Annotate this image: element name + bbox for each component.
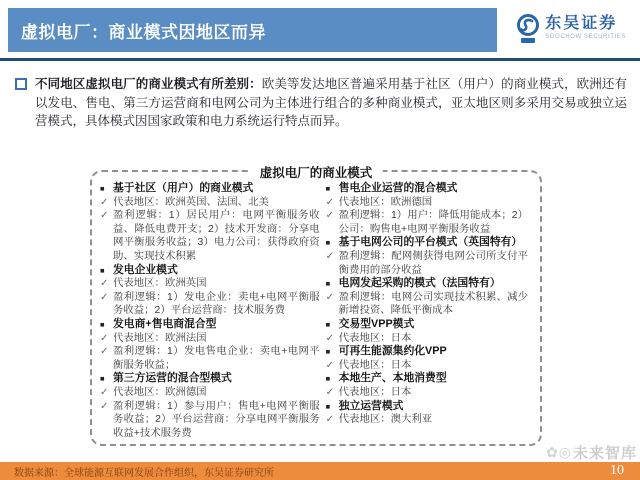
diagram-title: 虚拟电厂的商业模式 bbox=[250, 163, 383, 181]
model-point-text: 代表地区：日本 bbox=[338, 359, 412, 371]
square-marker-icon: ■ bbox=[325, 319, 331, 329]
model-point bbox=[326, 196, 528, 210]
intro-paragraph bbox=[15, 75, 627, 131]
check-icon: ✓ bbox=[100, 332, 109, 344]
model-title-label: 独立运营模式 bbox=[338, 399, 404, 412]
square-marker-icon: ■ bbox=[325, 238, 331, 248]
model-point-text: 盈利逻辑：电网公司实现技术积累、减少新增投资、降低平衡成本 bbox=[338, 291, 528, 317]
diagram-right-column bbox=[326, 182, 534, 440]
model-point bbox=[100, 345, 320, 372]
model-point-text: 代表地区：日本 bbox=[338, 332, 412, 344]
soochow-logo-icon bbox=[516, 13, 540, 43]
logo-ring-icon bbox=[516, 13, 540, 37]
check-icon: ✓ bbox=[100, 291, 109, 303]
model-point bbox=[326, 413, 528, 427]
model-title bbox=[326, 345, 528, 359]
model-point-text: 代表地区：澳大利亚 bbox=[338, 414, 433, 426]
brand-logo bbox=[516, 13, 626, 43]
model-point-text: 代表地区：欧洲英国 bbox=[113, 278, 207, 290]
model-point bbox=[326, 250, 528, 277]
model-point-text: 盈利逻辑：1）发电售电企业：卖电+电网平衡服务收益； bbox=[113, 346, 320, 371]
square-marker-icon: ■ bbox=[100, 265, 105, 275]
check-icon: ✓ bbox=[325, 386, 335, 398]
square-marker-icon: ■ bbox=[325, 279, 331, 289]
check-icon: ✓ bbox=[325, 210, 335, 222]
check-icon: ✓ bbox=[325, 414, 335, 426]
model-point-text: 盈利逻辑：配网侧获得电网公司所支付平衡费用的部分收益 bbox=[338, 250, 528, 276]
square-marker-icon: ■ bbox=[325, 184, 331, 193]
model-title bbox=[100, 318, 320, 332]
footer-bar bbox=[0, 462, 640, 480]
model-point bbox=[100, 400, 320, 441]
model-point bbox=[326, 332, 528, 346]
model-point-text: 盈利逻辑：1）居民用户：电网平衡服务收益、降低电费开支；2）技术开发商：分享电网平衡服务收益；3）电力公司：获得政府资助、实现技术积累 bbox=[113, 210, 320, 262]
data-source: 数据来源：全球能源互联网发展合作组织，东吴证券研究所 bbox=[14, 467, 274, 479]
model-point bbox=[100, 196, 320, 210]
model-title bbox=[326, 400, 528, 414]
watermark-icon: ✿◎ bbox=[546, 444, 572, 460]
check-icon: ✓ bbox=[325, 291, 335, 303]
model-title-label: 发电企业模式 bbox=[113, 263, 178, 276]
model-point-text: 代表地区：日本 bbox=[338, 386, 412, 398]
model-title-label: 基于电网公司的平台模式（英国特有） bbox=[338, 236, 523, 249]
model-point bbox=[326, 291, 528, 318]
model-point bbox=[100, 277, 320, 291]
logo-base-icon bbox=[521, 38, 535, 43]
check-icon: ✓ bbox=[325, 332, 335, 344]
model-title bbox=[100, 264, 320, 278]
model-title-label: 电网发起采购的模式（法国特有） bbox=[338, 277, 501, 290]
model-point-text: 盈利逻辑：1）用户：降低用能成本；2）公司：购售电+电网平衡服务收益 bbox=[338, 210, 528, 235]
intro-lead: 不同地区虚拟电厂的商业模式有所差别： bbox=[35, 77, 262, 91]
check-icon: ✓ bbox=[100, 346, 109, 358]
slide-title-bar bbox=[8, 8, 497, 52]
check-icon: ✓ bbox=[100, 196, 109, 208]
check-icon: ✓ bbox=[325, 250, 335, 262]
check-icon: ✓ bbox=[100, 400, 109, 412]
brand-name: 东吴证券 bbox=[545, 15, 618, 32]
page-title: 虚拟电厂：商业模式因地区而异 bbox=[21, 22, 266, 42]
check-icon: ✓ bbox=[100, 386, 109, 398]
square-marker-icon: ■ bbox=[100, 319, 105, 329]
model-point bbox=[100, 332, 320, 346]
model-title bbox=[326, 182, 528, 196]
check-icon: ✓ bbox=[100, 210, 109, 222]
square-marker-icon: ■ bbox=[325, 347, 331, 357]
check-icon: ✓ bbox=[325, 359, 335, 371]
intro-body: 欧美等发达地区普遍采用基于社区（用户）的商业模式，欧洲还有以发电、售电、第三方运营商和电网公司为主体进行组合的多种商业模式，亚太地区则多采用交易或独立运营模式，具体模式因国家政策和电力系统运行特点而异。 bbox=[35, 77, 627, 128]
square-marker-icon: ■ bbox=[100, 374, 105, 384]
model-point bbox=[100, 291, 320, 318]
diagram-left-column bbox=[100, 182, 326, 440]
model-title bbox=[326, 236, 528, 250]
model-point bbox=[100, 386, 320, 400]
model-point-text: 盈利逻辑：1）发电企业：卖电+电网平衡服务收益；2）平台运营商：技术服务费 bbox=[113, 291, 320, 317]
check-icon: ✓ bbox=[100, 278, 109, 290]
model-title-label: 交易型VPP模式 bbox=[338, 317, 415, 330]
model-title-label: 售电企业运营的混合模式 bbox=[338, 182, 458, 194]
square-marker-icon: ■ bbox=[325, 374, 331, 384]
page-number: 10 bbox=[610, 463, 624, 478]
square-marker-icon: ■ bbox=[325, 401, 331, 411]
check-icon: ✓ bbox=[325, 196, 335, 208]
model-title-label: 基于社区（用户）的商业模式 bbox=[113, 182, 254, 194]
watermark bbox=[546, 442, 637, 463]
business-models-panel bbox=[90, 166, 542, 446]
model-title-label: 发电商+售电商混合型 bbox=[113, 317, 217, 330]
intro-text bbox=[35, 75, 627, 131]
model-title bbox=[100, 182, 320, 196]
square-marker-icon: ■ bbox=[100, 184, 105, 193]
model-title bbox=[326, 318, 528, 332]
model-point bbox=[326, 386, 528, 400]
model-point-text: 代表地区：欧洲法国 bbox=[113, 332, 207, 344]
model-point-text: 代表地区：欧洲英国、法国、北美 bbox=[113, 196, 269, 208]
model-title-label: 可再生能源集约化VPP bbox=[338, 345, 447, 358]
model-point-text: 代表地区：欧洲德国 bbox=[113, 386, 207, 398]
model-title bbox=[326, 372, 528, 386]
model-title-label: 第三方运营的混合型模式 bbox=[113, 372, 232, 385]
model-title bbox=[326, 277, 528, 291]
watermark-text: 未来智库 bbox=[572, 445, 637, 462]
model-title bbox=[100, 372, 320, 386]
header-divider bbox=[0, 58, 640, 61]
brand-text bbox=[545, 16, 626, 40]
model-point bbox=[100, 209, 320, 263]
brand-subtitle: SOOCHOW SECURITIES bbox=[545, 34, 626, 40]
model-point-text: 盈利逻辑：1）参与用户：售电+电网平衡服务收益；2）平台运营商：分享电网平衡服务收益+技术服务费 bbox=[113, 400, 320, 439]
model-point bbox=[326, 359, 528, 373]
square-bullet-icon bbox=[15, 78, 27, 90]
model-point-text: 代表地区：欧洲德国 bbox=[338, 196, 433, 208]
model-title-label: 本地生产、本地消费型 bbox=[338, 372, 447, 385]
model-point bbox=[326, 209, 528, 236]
